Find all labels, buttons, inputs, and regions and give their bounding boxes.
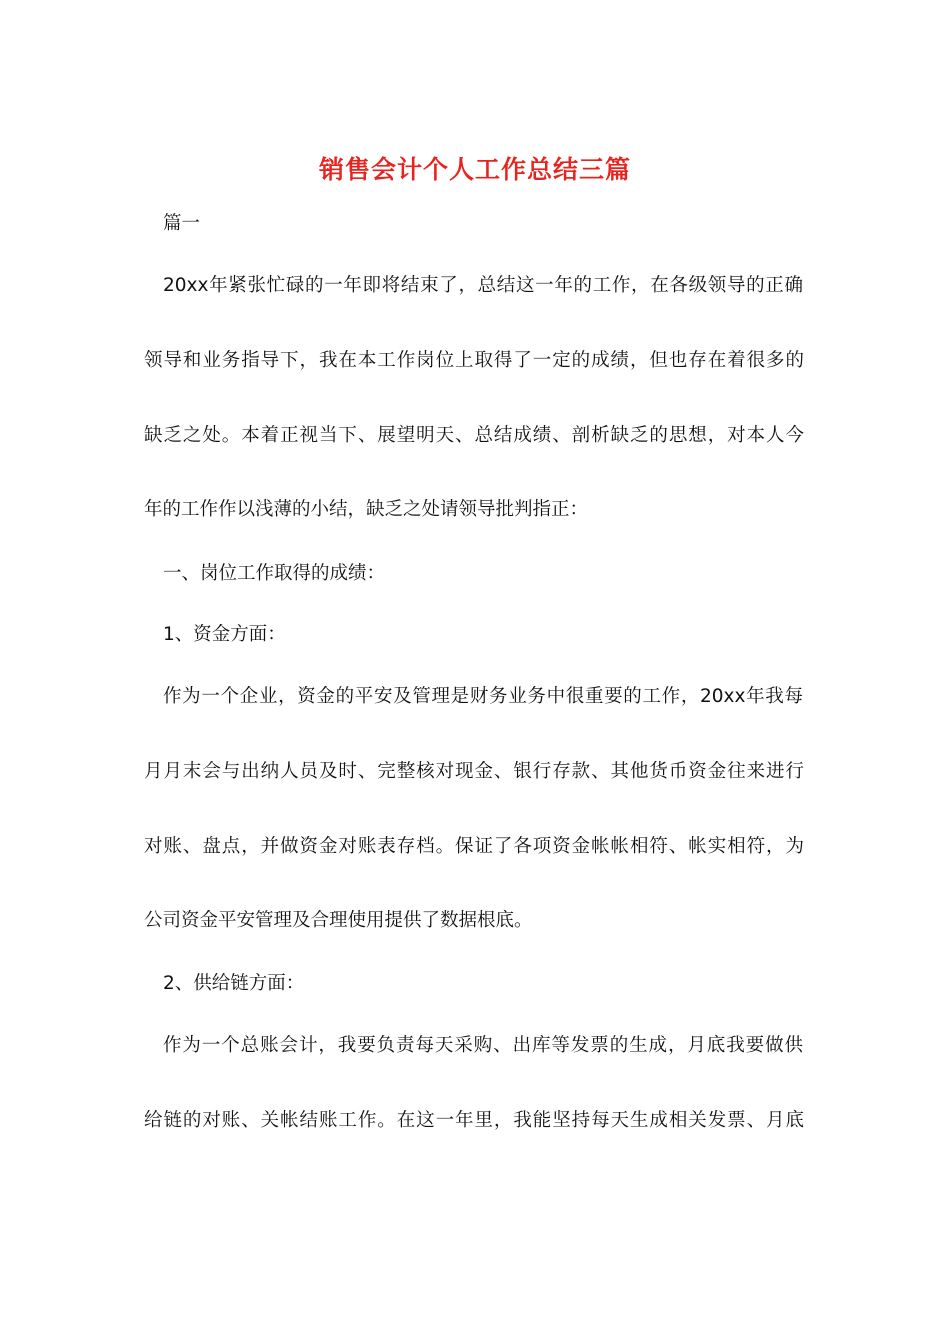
paragraph-line: 缺乏之处。本着正视当下、展望明天、总结成绩、剖析缺乏的思想，对本人今 [144, 425, 804, 446]
document-title: 销售会计个人工作总结三篇 [318, 155, 631, 184]
subsection-heading: 2、供给链方面： [163, 973, 305, 994]
paragraph-line: 领导和业务指导下，我在本工作岗位上取得了一定的成绩，但也存在着很多的 [144, 350, 804, 371]
paragraph-line: 月月末会与出纳人员及时、完整核对现金、银行存款、其他货币资金往来进行 [144, 761, 804, 782]
paragraph-line: 给链的对账、关帐结账工作。在这一年里，我能坚持每天生成相关发票、月底 [144, 1110, 804, 1131]
paragraph-line: 作为一个总账会计，我要负责每天采购、出库等发票的生成，月底我要做供 [163, 1035, 803, 1056]
paragraph-line: 公司资金平安管理及合理使用提供了数据根底。 [144, 910, 533, 931]
paragraph-line: 对账、盘点，并做资金对账表存档。保证了各项资金帐帐相符、帐实相符，为 [144, 836, 804, 857]
subsection-heading: 1、资金方面： [163, 624, 286, 645]
paragraph-line: 20xx年紧张忙碌的一年即将结束了，总结这一年的工作，在各级领导的正确 [163, 275, 803, 296]
paragraph-line: 作为一个企业，资金的平安及管理是财务业务中很重要的工作，20xx年我每 [163, 686, 803, 707]
paragraph-line: 年的工作作以浅薄的小结，缺乏之处请领导批判指正： [144, 499, 589, 520]
section-heading-part-one: 篇一 [163, 213, 201, 234]
section-heading: 一、岗位工作取得的成绩： [163, 563, 386, 584]
